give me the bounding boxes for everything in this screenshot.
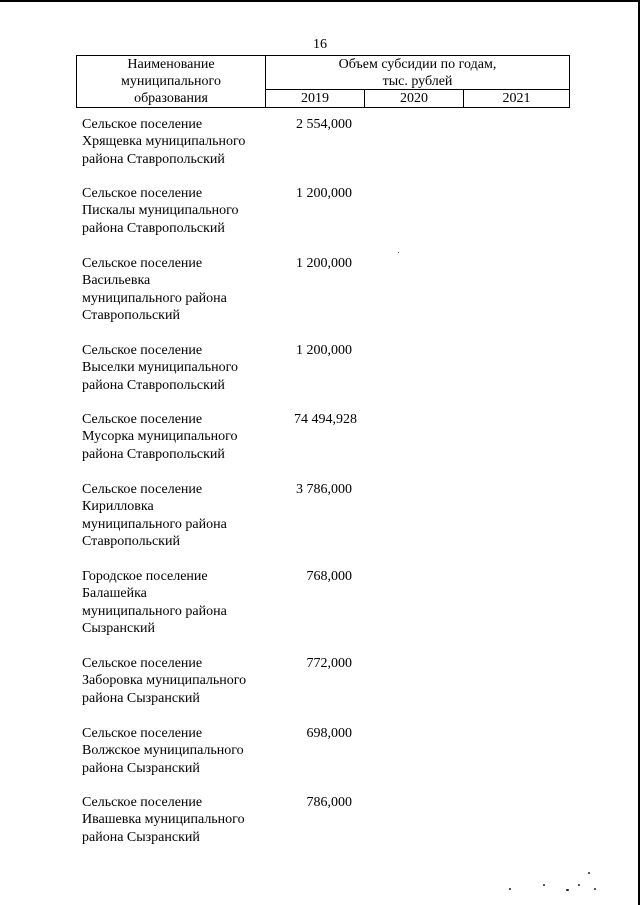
subsidy-2019: 74 494,928 <box>294 412 357 427</box>
name-line: Ивашевка муниципального <box>82 812 245 828</box>
municipality-name <box>82 116 272 168</box>
municipality-name <box>82 411 272 463</box>
subsidy-2019: 1 200,000 <box>296 186 352 201</box>
name-line: района Ставропольский <box>82 446 225 462</box>
scan-speck <box>594 888 596 890</box>
name-line: Сельское поселение <box>82 412 203 427</box>
name-line: района Сызранский <box>82 690 200 706</box>
scan-speck <box>588 872 590 874</box>
subsidy-2019: 786,000 <box>306 795 352 810</box>
municipality-name <box>82 655 272 707</box>
name-line: Васильевка <box>82 273 151 289</box>
name-line: Заборовка муниципального <box>82 673 247 689</box>
name-line: Волжское муниципального <box>82 743 244 759</box>
municipality-name <box>82 568 272 638</box>
name-line: Хрящевка муниципального <box>82 134 246 150</box>
municipality-name <box>82 342 272 394</box>
subsidy-2019: 1 200,000 <box>296 343 352 358</box>
header-year-2021: 2021 <box>502 91 531 106</box>
name-line: Кирилловка <box>82 499 154 515</box>
name-line: Сельское поселение <box>82 343 203 358</box>
name-line: района Сызранский <box>82 829 200 845</box>
name-line: Выселки муниципального <box>82 360 239 376</box>
subsidy-2019: 2 554,000 <box>296 117 352 132</box>
header-volume-line: Объем субсидии по годам, <box>338 57 497 72</box>
header-year-2019: 2019 <box>266 90 365 107</box>
scan-speck <box>578 884 580 886</box>
municipality-name <box>82 794 272 846</box>
municipality-name <box>82 185 272 237</box>
subsidy-2019: 772,000 <box>306 656 352 671</box>
name-line: Ставропольский <box>82 534 180 550</box>
name-line: Сызранский <box>82 621 155 637</box>
subsidy-2019: 698,000 <box>306 726 352 741</box>
name-line: Мусорка муниципального <box>82 429 238 445</box>
table-header <box>76 55 570 108</box>
subsidy-2019: 768,000 <box>306 569 352 584</box>
header-name-column <box>77 56 266 107</box>
name-line: района Ставропольский <box>82 151 225 167</box>
scan-speck <box>509 888 511 890</box>
scan-speck <box>543 884 545 886</box>
header-volume-column <box>266 56 569 90</box>
subsidy-2019: 1 200,000 <box>296 256 352 271</box>
name-line: Сельское поселение <box>82 656 203 671</box>
header-name-line: муниципального <box>121 74 221 89</box>
name-line: Ставропольский <box>82 308 180 324</box>
name-line: Сельское поселение <box>82 482 203 497</box>
name-line: муниципального района <box>82 516 227 532</box>
municipality-name <box>82 725 272 777</box>
name-line: района Ставропольский <box>82 220 225 236</box>
header-name-line: образования <box>134 91 208 106</box>
name-line: Пискалы муниципального <box>82 203 239 219</box>
header-volume-line: тыс. рублей <box>382 74 453 89</box>
name-line: Сельское поселение <box>82 256 203 271</box>
name-line: Балашейка <box>82 586 147 602</box>
name-line: Сельское поселение <box>82 117 203 132</box>
scan-speck <box>398 252 399 253</box>
scan-border-top <box>0 0 640 2</box>
name-line: Сельское поселение <box>82 186 203 201</box>
name-line: Городское поселение <box>82 569 208 584</box>
header-year-2020: 2020 <box>365 90 464 107</box>
name-line: Сельское поселение <box>82 795 203 810</box>
municipality-name <box>82 255 272 325</box>
name-line: муниципального района <box>82 290 227 306</box>
name-line: района Ставропольский <box>82 377 225 393</box>
header-name-line: Наименование <box>127 57 215 72</box>
page-number: 16 <box>313 37 327 52</box>
scan-speck <box>566 889 569 891</box>
name-line: муниципального района <box>82 603 227 619</box>
name-line: района Сызранский <box>82 760 200 776</box>
subsidy-2019: 3 786,000 <box>296 482 352 497</box>
name-line: Сельское поселение <box>82 726 203 741</box>
municipality-name <box>82 481 272 551</box>
